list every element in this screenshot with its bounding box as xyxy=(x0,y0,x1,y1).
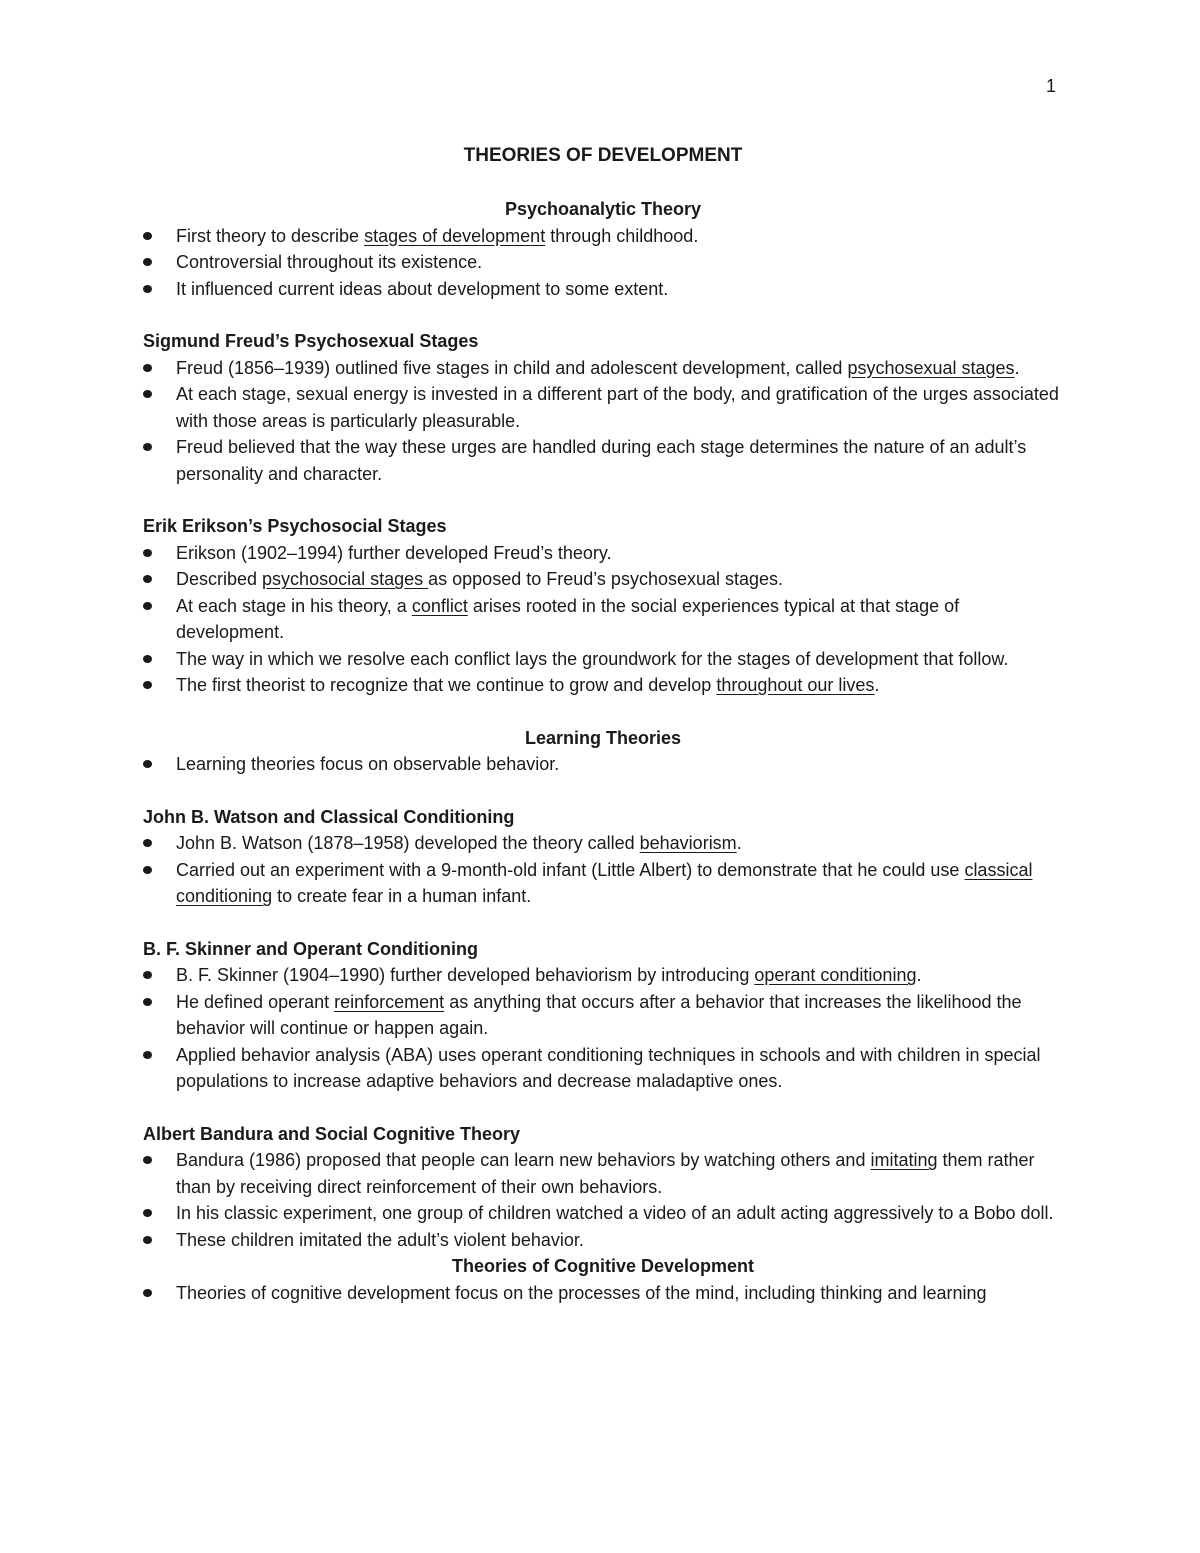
bullet-icon xyxy=(143,443,152,451)
bullet-icon xyxy=(143,655,152,663)
text: Described xyxy=(176,569,263,589)
text: them rather than by receiving direct reinforcement of their own behaviors. xyxy=(176,1150,1035,1197)
text: . xyxy=(1014,357,1020,378)
list-item xyxy=(143,989,1063,1042)
text: as anything that occurs after a behavior that increases the likelihood the behavior will continue or happen again. xyxy=(176,991,1022,1038)
underlined-term: psychosexual stages xyxy=(847,357,1015,378)
text: The first theorist to recognize that we continue to grow and develop xyxy=(176,675,717,695)
list-item xyxy=(143,593,1063,646)
text: Applied behavior analysis (ABA) uses operant conditioning techniques in schools and with children in special populations to increase adaptive behaviors and decrease maladaptive ones. xyxy=(176,1044,1041,1091)
underlined-term: imitating xyxy=(870,1150,938,1170)
underlined-term: psychosocial stages xyxy=(262,569,429,589)
watson-list xyxy=(143,830,1063,910)
text: . xyxy=(916,965,922,985)
text: In his classic experiment, one group of children watched a video of an adult acting aggressively to a Bobo doll. xyxy=(176,1203,1054,1223)
bullet-icon xyxy=(143,681,152,689)
text: as opposed to Freud’s psychosexual stages. xyxy=(428,569,784,589)
bullet-icon xyxy=(143,575,152,583)
bullet-icon xyxy=(143,1156,152,1164)
bullet-icon xyxy=(143,549,152,557)
heading-bandura-social-cognitive-theory: Albert Bandura and Social Cognitive Theory xyxy=(143,1123,521,1144)
list-item xyxy=(143,751,1063,778)
heading-skinner-operant-conditioning: B. F. Skinner and Operant Conditioning xyxy=(143,938,479,959)
list-item xyxy=(143,434,1063,487)
bullet-icon xyxy=(143,998,152,1006)
text: At each stage in his theory, a xyxy=(176,595,412,616)
text: Learning theories focus on observable behavior. xyxy=(176,754,560,774)
list-item xyxy=(143,540,1063,567)
text: Carried out an experiment with a 9-month-old infant (Little Albert) to demonstrate that he could use xyxy=(176,859,965,880)
erikson-list xyxy=(143,540,1063,699)
underlined-term: operant conditioning xyxy=(754,965,917,985)
list-item xyxy=(143,857,1063,910)
bullet-icon xyxy=(143,390,152,398)
text: Freud believed that the way these urges are handled during each stage determines the nature of an adult’s personality and character. xyxy=(176,437,1027,484)
bullet-icon xyxy=(143,971,152,979)
list-item xyxy=(143,355,1063,382)
list-item xyxy=(143,223,1063,250)
bullet-icon xyxy=(143,258,152,266)
bullet-icon xyxy=(143,285,152,293)
underlined-term: stages of development xyxy=(364,225,546,246)
bandura-list xyxy=(143,1147,1063,1253)
document-body xyxy=(143,142,1063,1306)
text: The way in which we resolve each conflict lays the groundwork for the stages of development that follow. xyxy=(176,648,1009,669)
underlined-term: throughout our lives xyxy=(716,675,875,695)
bullet-icon xyxy=(143,232,152,240)
heading-learning-theories: Learning Theories xyxy=(524,727,682,748)
text: Freud (1856–1939) outlined five stages in child and adolescent development, called xyxy=(176,357,848,378)
bullet-icon xyxy=(143,1051,152,1059)
psychoanalytic-list xyxy=(143,223,1063,303)
underlined-term: behaviorism xyxy=(639,833,737,853)
text: to create fear in a human infant. xyxy=(272,886,532,906)
text: Bandura (1986) proposed that people can learn new behaviors by watching others and xyxy=(176,1150,871,1170)
list-item xyxy=(143,672,1063,699)
text: It influenced current ideas about development to some extent. xyxy=(176,278,669,299)
text: B. F. Skinner (1904–1990) further developed behaviorism by introducing xyxy=(176,965,755,985)
bullet-icon xyxy=(143,1209,152,1217)
text: Erikson (1902–1994) further developed Freud’s theory. xyxy=(176,542,612,563)
learning-list xyxy=(143,751,1063,778)
heading-theories-cognitive-development: Theories of Cognitive Development xyxy=(451,1256,755,1276)
list-item xyxy=(143,962,1063,989)
bullet-icon xyxy=(143,839,152,847)
document-title: THEORIES OF DEVELOPMENT xyxy=(463,145,743,166)
bullet-icon xyxy=(143,866,152,874)
heading-watson-classical-conditioning: John B. Watson and Classical Conditioning xyxy=(143,806,515,827)
list-item xyxy=(143,1280,1063,1307)
list-item xyxy=(143,249,1063,276)
text: through childhood. xyxy=(545,225,699,246)
text: He defined operant xyxy=(176,991,335,1012)
bullet-icon xyxy=(143,364,152,372)
bullet-icon xyxy=(143,760,152,768)
bullet-icon xyxy=(143,1289,152,1297)
list-item xyxy=(143,1147,1063,1200)
cognitive-list xyxy=(143,1280,1063,1307)
heading-freud-psychosexual-stages: Sigmund Freud’s Psychosexual Stages xyxy=(143,331,479,351)
list-item xyxy=(143,566,1063,593)
text: John B. Watson (1878–1958) developed the theory called xyxy=(176,833,640,853)
bullet-icon xyxy=(143,602,152,610)
list-item xyxy=(143,381,1063,434)
text: Controversial throughout its existence. xyxy=(176,252,483,272)
text: These children imitated the adult’s violent behavior. xyxy=(176,1229,584,1250)
underlined-term: conflict xyxy=(411,595,468,616)
list-item xyxy=(143,276,1063,303)
text: . xyxy=(874,675,880,695)
text: At each stage, sexual energy is invested in a different part of the body, and gratification of the urges associated with those areas is particularly pleasurable. xyxy=(176,384,1059,431)
skinner-list xyxy=(143,962,1063,1095)
page-number: 1 xyxy=(1045,76,1056,96)
text: . xyxy=(736,833,742,853)
underlined-term: classical conditioning xyxy=(176,859,1033,906)
list-item xyxy=(143,1200,1063,1227)
freud-list xyxy=(143,355,1063,488)
list-item xyxy=(143,1227,1063,1254)
text: Theories of cognitive development focus on the processes of the mind, including thinking and learning xyxy=(176,1282,987,1303)
heading-erikson-psychosocial-stages: Erik Erikson’s Psychosocial Stages xyxy=(143,516,447,536)
text: First theory to describe xyxy=(176,225,365,246)
bullet-icon xyxy=(143,1236,152,1244)
list-item xyxy=(143,830,1063,857)
list-item xyxy=(143,1042,1063,1095)
heading-psychoanalytic-theory: Psychoanalytic Theory xyxy=(504,199,702,219)
text: arises rooted in the social experiences typical at that stage of development. xyxy=(176,595,960,642)
list-item xyxy=(143,646,1063,673)
underlined-term: reinforcement xyxy=(334,991,445,1012)
